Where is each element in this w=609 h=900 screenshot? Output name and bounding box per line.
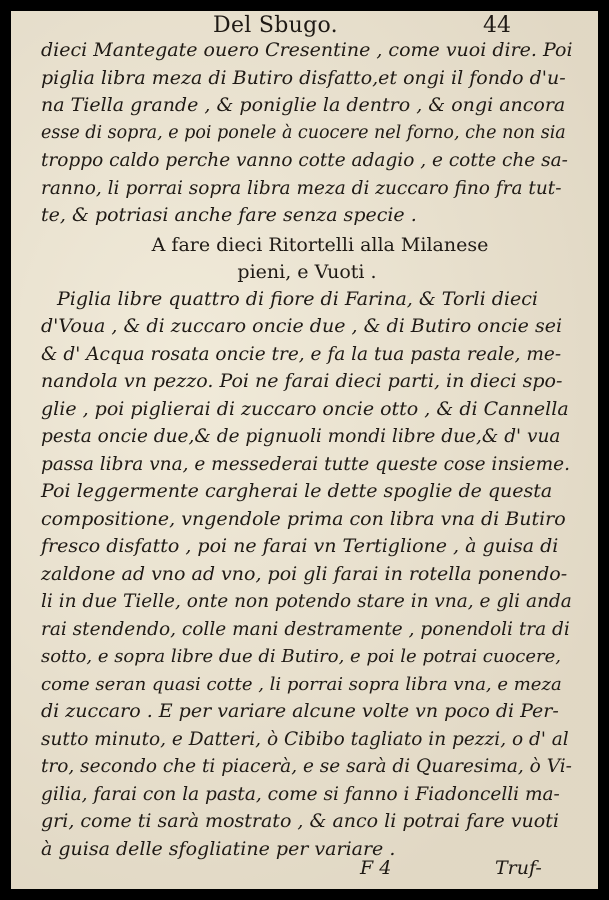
text-line: te, & potriasi anche fare senza specie . — [41, 204, 417, 226]
text-line: gri, come ti sarà mostrato , & anco li potrai fare vuoti — [41, 810, 559, 832]
text-line: fresco disfatto , poi ne farai vn Tertiglione , à guisa di — [41, 535, 559, 557]
text-line: & d' Acqua rosata oncie tre, e fa la tua pasta reale, me- — [41, 343, 562, 365]
text-line: ranno, li porrai sopra libra meza di zuccaro fino fra tut- — [41, 177, 562, 199]
recipe-title-line-2: pieni, e Vuoti . — [237, 260, 377, 283]
text-line: sutto minuto, e Datteri, ò Cibibo tagliato in pezzi, o d' al — [41, 728, 569, 750]
text-line: zaldone ad vno ad vno, poi gli farai in rotella ponendo- — [41, 562, 568, 585]
text-line: à guisa delle sfogliatine per variare . — [41, 837, 396, 860]
text-line: dieci Mantegate ouero Cresentine , come vuoi dire. Poi — [41, 39, 573, 61]
text-line: troppo caldo perche vanno cotte adagio , e cotte che sa- — [41, 150, 568, 171]
recipe-heading — [41, 232, 573, 286]
running-title: Del Sbugo. — [213, 13, 338, 38]
paragraph-2 — [41, 286, 573, 864]
text-line: na Tiella grande , & poniglie la dentro , & ongi ancora — [41, 94, 566, 116]
paragraph-1 — [41, 37, 573, 230]
text-line: Poi leggermente cargherai le dette spoglie de questa — [41, 480, 553, 502]
text-line: li in due Tielle, onte non potendo stare in vna, e gli anda — [41, 591, 572, 612]
text-line: tro, secondo che ti piacerà, e se sarà di Quaresima, ò Vi- — [41, 756, 572, 777]
page-number: 44 — [483, 13, 511, 38]
text-line: pesta oncie due,& de pignuoli mondi libre due,& d' vua — [41, 426, 561, 447]
text-line: sotto, e sopra libre due di Butiro, e poi le potrai cuocere, — [41, 646, 562, 667]
signature-mark: F 4 — [360, 857, 392, 879]
page-text — [41, 37, 573, 863]
page-footer — [11, 857, 598, 887]
recipe-title-line-1: A fare dieci Ritortelli alla Milanese — [151, 233, 489, 256]
text-line: compositione, vngendole prima con libra vna di Butiro — [41, 507, 566, 530]
book-page — [11, 11, 598, 889]
text-line: passa libra vna, e messederai tutte queste cose insieme. — [41, 453, 570, 475]
text-line: d'Voua , & di zuccaro oncie due , & di Butiro oncie sei — [41, 315, 563, 337]
text-line: gilia, farai con la pasta, come si fanno i Fiadoncelli ma- — [41, 783, 560, 805]
text-line: nandola vn pezzo. Poi ne farai dieci parti, in dieci spo- — [41, 370, 563, 392]
catchword: Truf- — [495, 857, 542, 879]
text-line: di zuccaro . E per variare alcune volte vn poco di Per- — [41, 700, 559, 722]
text-line: Piglia libre quattro di fiore di Farina, & Torli dieci — [57, 287, 538, 310]
text-line: glie , poi piglierai di zuccaro oncie otto , & di Cannella — [41, 397, 569, 420]
text-line: come seran quasi cotte , li porrai sopra libra vna, e meza — [41, 673, 562, 695]
text-line: esse di sopra, e poi ponele à cuocere nel forno, che non sia — [41, 122, 566, 143]
text-line: rai stendendo, colle mani destramente , ponendoli tra di — [41, 618, 570, 640]
text-line: piglia libra meza di Butiro disfatto,et ongi il fondo d'u- — [41, 66, 566, 89]
